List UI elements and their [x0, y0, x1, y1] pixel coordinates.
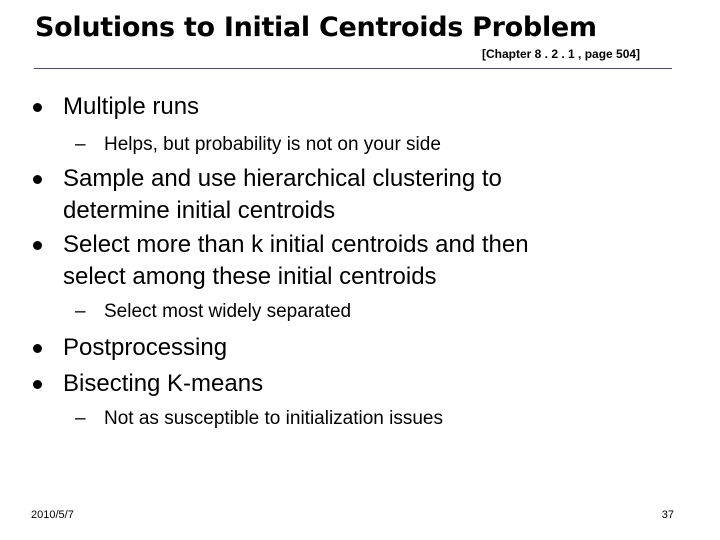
bullet-dot-icon [33, 241, 42, 250]
bullet-text: Multiple runs [63, 93, 200, 120]
bullet-text-line2: select among these initial centroids [63, 263, 437, 290]
dash-icon: – [75, 134, 86, 155]
slide-title: Solutions to Initial Centroids Problem [35, 12, 597, 43]
bullet-text-line2: determine initial centroids [63, 197, 336, 224]
chapter-reference: [Chapter 8 . 2 . 1 , page 504] [482, 47, 641, 61]
bullet-dot-icon [33, 175, 42, 184]
dash-icon: – [75, 301, 86, 322]
page-number: 37 [661, 509, 674, 521]
bullet-text-line1: Sample and use hierarchical clustering to [63, 165, 502, 192]
dash-icon: – [75, 408, 86, 429]
sub-bullet-text: Not as susceptible to initialization issues [104, 408, 444, 429]
sub-bullet-text: Helps, but probability is not on your side [104, 134, 441, 155]
footer-date: 2010/5/7 [31, 509, 74, 521]
bullet-dot-icon [33, 380, 42, 389]
bullet-text: Bisecting K-means [63, 370, 264, 397]
bullet-text-line1: Select more than k initial centroids and then [63, 231, 529, 258]
sub-bullet-text: Select most widely separated [104, 301, 352, 322]
bullet-dot-icon [33, 344, 42, 353]
bullet-dot-icon [33, 103, 42, 112]
bullet-text: Postprocessing [63, 334, 228, 361]
